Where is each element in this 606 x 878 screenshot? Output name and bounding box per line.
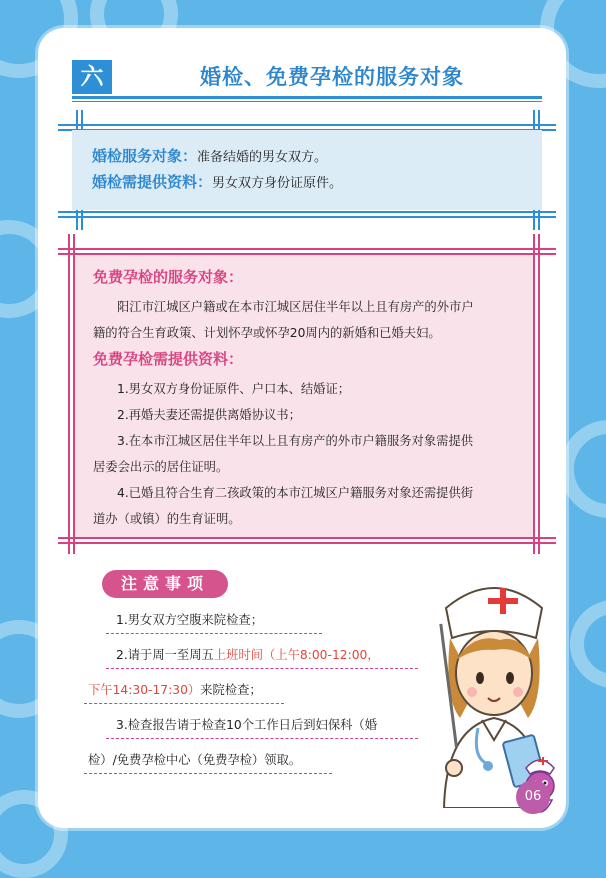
- frame-line: [68, 234, 70, 554]
- note-item-3: 3.检查报告请于检查10个工作日后到妇保科（婚: [116, 718, 378, 732]
- note-underline: [106, 668, 418, 669]
- note-underline: [84, 703, 284, 704]
- notes-title: 注意事项: [102, 570, 228, 598]
- frame-line: [58, 248, 556, 250]
- header-rule: [72, 101, 542, 102]
- marriage-docs-text: 男女双方身份证原件。: [212, 176, 343, 191]
- note-item-2-text: 来院检查；: [200, 683, 262, 697]
- marriage-target-text: 准备结婚的男女双方。: [197, 150, 328, 165]
- note-item-2: [116, 645, 380, 665]
- pregnancy-check-box: [75, 255, 533, 537]
- note-item-2-hours: 下午14:30-17:30）: [88, 683, 201, 697]
- background-ring: [570, 600, 606, 688]
- marriage-check-box: [72, 130, 542, 210]
- frame-line: [58, 542, 556, 544]
- frame-line: [58, 216, 556, 218]
- section-number: 六: [72, 60, 112, 94]
- section-header: [72, 60, 542, 100]
- frame-line: [533, 234, 535, 554]
- pregnancy-target-line: 阳江市江城区户籍或在本市江城区居住半年以上且有房产的外市户: [117, 300, 474, 314]
- frame-line: [58, 537, 556, 539]
- marriage-docs-row: [92, 172, 342, 194]
- note-item-1: 1.男女双方空腹来院检查；: [116, 613, 263, 627]
- frame-line: [58, 211, 556, 213]
- header-rule: [72, 96, 542, 99]
- marriage-target-row: [92, 146, 327, 168]
- pregnancy-target-line: 籍的符合生育政策、计划怀孕或怀孕20周内的新婚和已婚夫妇。: [93, 326, 441, 340]
- background-ring: [560, 420, 606, 518]
- note-underline: [106, 738, 418, 739]
- note-item-2-hours: 上班时间（上午8:00-12:00，: [213, 648, 380, 662]
- frame-line: [538, 234, 540, 554]
- pregnancy-docs-line: 4.已婚且符合生育二孩政策的本市江城区户籍服务对象还需提供街: [117, 486, 474, 500]
- page-number: 06: [516, 780, 550, 814]
- note-item-3-cont: 检）/免费孕检中心（免费孕检）领取。: [88, 753, 302, 767]
- note-item-2-text: 2.请于周一至周五: [116, 648, 214, 662]
- pregnancy-docs-line: 道办（或镇）的生育证明。: [93, 512, 241, 526]
- note-item-2-cont: [88, 680, 262, 700]
- page-card: [38, 28, 566, 828]
- note-underline: [84, 773, 332, 774]
- pregnancy-docs-line: 1.男女双方身份证原件、户口本、结婚证；: [117, 382, 351, 396]
- pregnancy-docs-heading: 免费孕检需提供资料：: [93, 350, 244, 368]
- pregnancy-target-heading: 免费孕检的服务对象：: [93, 268, 244, 286]
- pregnancy-docs-line: 3.在本市江城区居住半年以上且有房产的外市户籍服务对象需提供: [117, 434, 474, 448]
- marriage-docs-label: 婚检需提供资料：: [92, 173, 213, 191]
- pregnancy-docs-line: 居委会出示的居住证明。: [93, 460, 229, 474]
- frame-line: [58, 124, 556, 126]
- pregnancy-docs-line: 2.再婚夫妻还需提供离婚协议书；: [117, 408, 301, 422]
- marriage-target-label: 婚检服务对象：: [92, 147, 198, 165]
- note-underline: [106, 633, 322, 634]
- section-title: 婚检、免费孕检的服务对象: [200, 65, 464, 89]
